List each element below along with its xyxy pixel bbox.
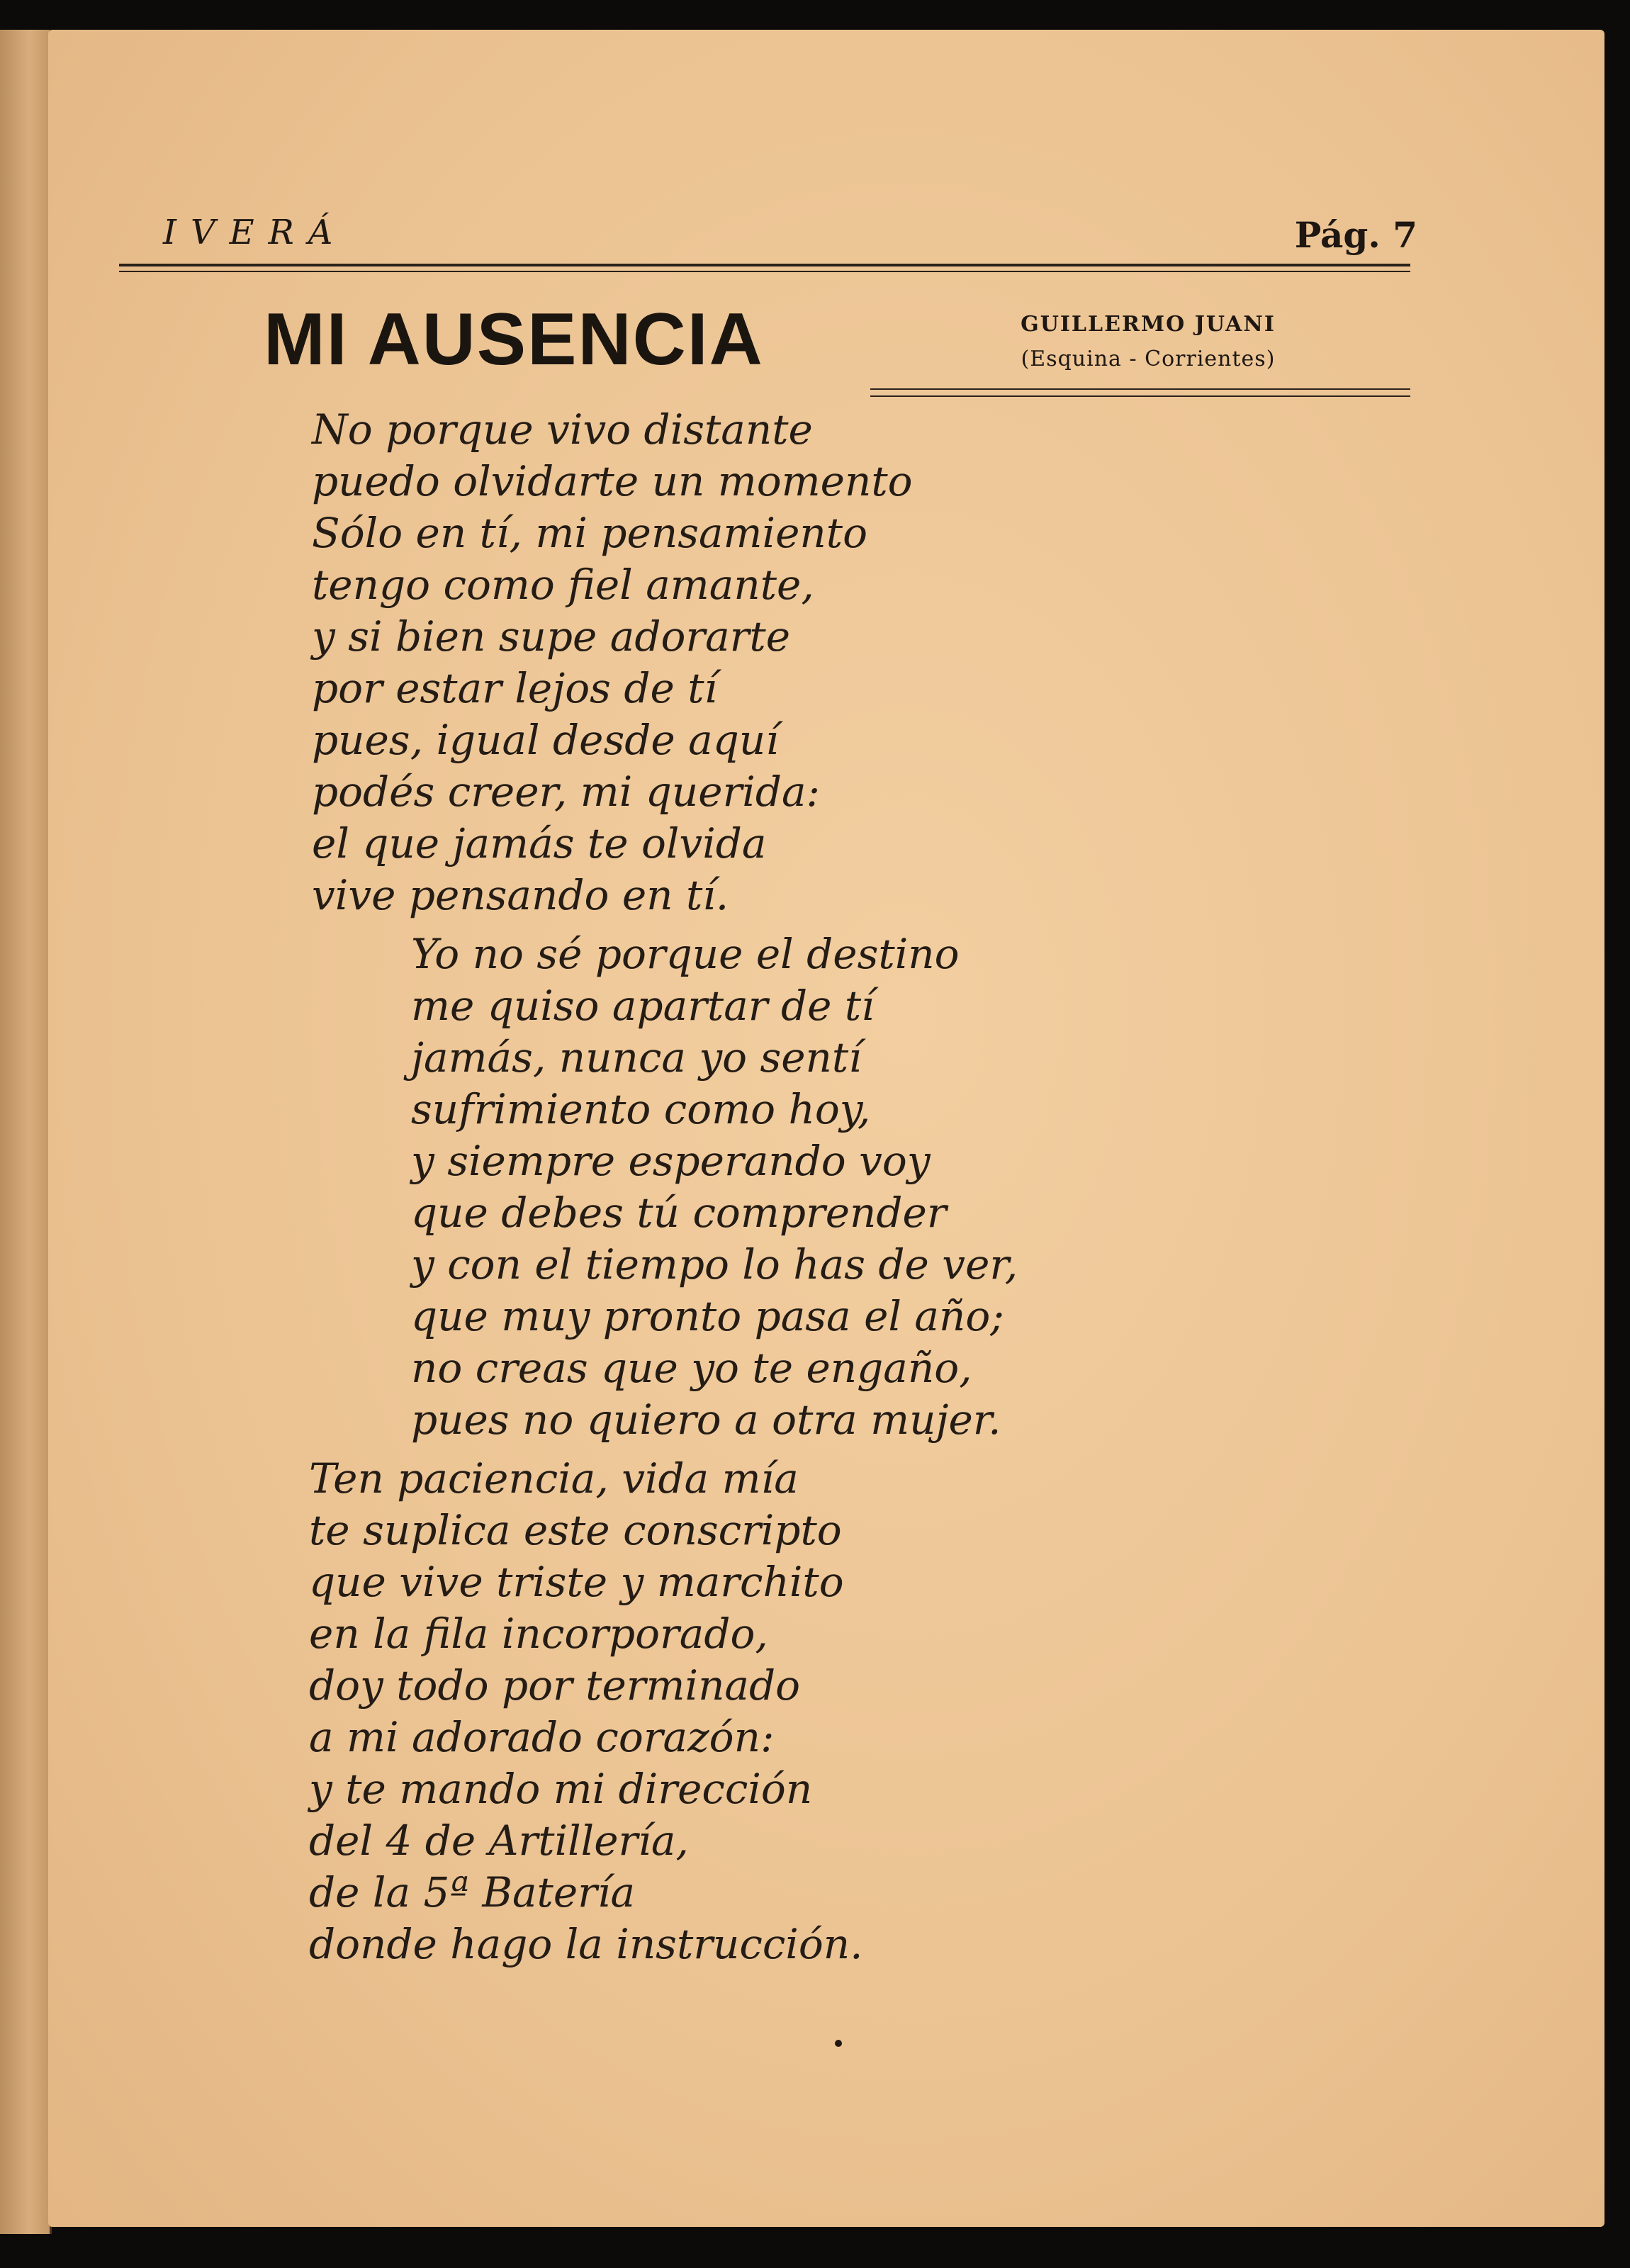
poem-line: que debes tú comprender (411, 1189, 947, 1237)
poem-line: del 4 de Artillería, (309, 1817, 689, 1865)
author-place: (Esquina - Corrientes) (1021, 347, 1276, 371)
poem-line: Ten paciencia, vida mía (309, 1454, 799, 1503)
poem-line: No porque vivo distante (312, 405, 813, 454)
poem-line: de la 5ª Batería (309, 1868, 636, 1916)
poem-line: jamás, nunca yo sentí (411, 1033, 862, 1082)
poem-line: te suplica este conscripto (309, 1506, 842, 1554)
poem-line: tengo como fiel amante, (312, 561, 814, 609)
poem-line: vive pensando en tí. (312, 871, 729, 919)
title-rule-1 (870, 388, 1410, 390)
author-name: GUILLERMO JUANI (1021, 312, 1276, 337)
poem-line: y con el tiempo lo has de ver, (411, 1240, 1018, 1289)
poem-line: donde hago la instrucción. (309, 1920, 863, 1968)
poem-line: y siempre esperando voy (411, 1137, 931, 1185)
ink-dot (835, 2040, 842, 2047)
poem-line: Yo no sé porque el destino (411, 930, 960, 978)
poem-line: Sólo en tí, mi pensamiento (312, 509, 867, 557)
poem-line: que vive triste y marchito (309, 1558, 844, 1606)
stanza-3 (309, 1453, 863, 1970)
poem-line: el que jamás te olvida (312, 819, 767, 868)
page-number: Pág. 7 (1294, 214, 1417, 256)
poem-line: a mi adorado corazón: (309, 1713, 775, 1761)
poem-line: por estar lejos de tí (312, 664, 718, 712)
poem-line: pues no quiero a otra mujer. (411, 1396, 1001, 1444)
poem-title: MI AUSENCIA (264, 298, 764, 381)
poem-line: me quiso apartar de tí (411, 982, 875, 1030)
poem-line: pues, igual desde aquí (312, 716, 779, 764)
poem-line: que muy pronto pasa el año; (411, 1292, 1004, 1340)
book-spine (0, 30, 52, 2234)
header-rule (119, 264, 1410, 266)
poem-line: puedo olvidarte un momento (312, 457, 913, 505)
header-rule-thin (119, 271, 1410, 272)
byline (964, 312, 1332, 371)
poem-line: sufrimiento como hoy, (411, 1085, 871, 1133)
running-head: IVERÁ (163, 213, 347, 252)
poem-line: en la fila incorporado, (309, 1610, 768, 1658)
poem-line: no creas que yo te engaño, (411, 1344, 972, 1392)
stanza-1 (312, 404, 913, 921)
stanza-2 (411, 928, 1018, 1446)
poem-line: podés creer, mi querida: (312, 768, 821, 816)
poem-line: doy todo por terminado (309, 1661, 801, 1710)
poem-line: y te mando mi dirección (309, 1765, 813, 1813)
title-rules (870, 388, 1410, 403)
poem-line: y si bien supe adorarte (312, 612, 791, 661)
page-header (113, 213, 1417, 269)
title-rule-2 (870, 395, 1410, 397)
